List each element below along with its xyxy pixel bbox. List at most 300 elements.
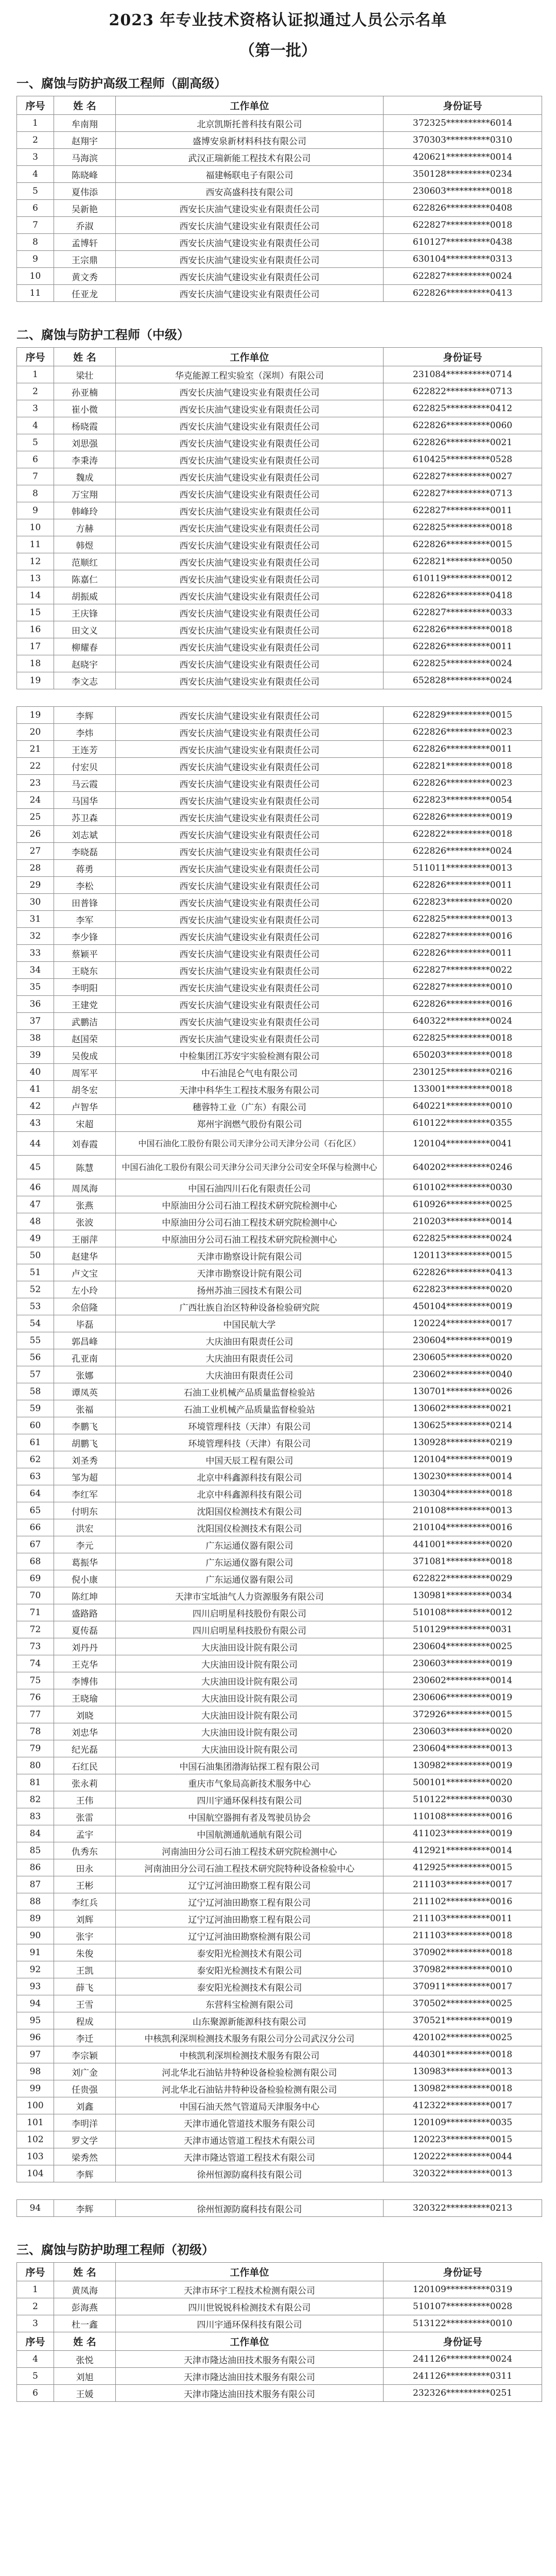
- cell-name: 张福: [54, 1400, 116, 1417]
- cell-no: 1: [17, 115, 54, 132]
- cell-org: 西安长庆油气建设实业有限责任公司: [116, 268, 384, 285]
- cell-id: 510122**********0030: [384, 1791, 542, 1808]
- cell-id: 622822**********0029: [384, 1570, 542, 1587]
- table-row: [17, 1587, 542, 1604]
- cell-org: 中国石油化工股份有限公司天津分公司天津分公司（石化区）: [116, 1132, 384, 1156]
- cell-no: 59: [17, 1400, 54, 1417]
- column-header-id: 身份证号: [384, 96, 542, 115]
- cell-id: 622826**********0060: [384, 417, 542, 434]
- table-row: [17, 638, 542, 655]
- cell-id: 622826**********0015: [384, 536, 542, 553]
- cell-org: 大庆油田有限责任公司: [116, 1332, 384, 1349]
- cell-no: 65: [17, 1502, 54, 1519]
- cell-no: 84: [17, 1825, 54, 1842]
- cell-org: 泰安阳光检测技术有限公司: [116, 1944, 384, 1961]
- cell-no: 28: [17, 860, 54, 877]
- cell-no: 76: [17, 1689, 54, 1706]
- cell-name: 邹为超: [54, 1468, 116, 1485]
- table-row: [17, 1451, 542, 1468]
- cell-id: 371081**********0018: [384, 1553, 542, 1570]
- cell-name: 李军: [54, 911, 116, 928]
- table-row: [17, 655, 542, 672]
- table-header-row: [17, 96, 542, 115]
- cell-name: 武鹏洁: [54, 1013, 116, 1030]
- table-row: [17, 2315, 542, 2332]
- table-header-row: [17, 348, 542, 366]
- cell-name: 马国华: [54, 792, 116, 809]
- cell-no: 54: [17, 1315, 54, 1332]
- cell-name: 万宝翔: [54, 485, 116, 502]
- cell-name: 蔡颖平: [54, 945, 116, 962]
- cell-id: 231084**********0714: [384, 366, 542, 383]
- cell-no: 43: [17, 1115, 54, 1132]
- table-row: [17, 1825, 542, 1842]
- cell-id: 211103**********0017: [384, 1876, 542, 1893]
- cell-id: 510107**********0028: [384, 2298, 542, 2315]
- table-row: [17, 1757, 542, 1774]
- cell-id: 230603**********0020: [384, 1723, 542, 1740]
- cell-name: 梁秀然: [54, 2148, 116, 2165]
- table-row: [17, 1570, 542, 1587]
- cell-name: 李炜: [54, 724, 116, 741]
- cell-id: 230606**********0019: [384, 1689, 542, 1706]
- table-row: [17, 962, 542, 979]
- cell-id: 510129**********0031: [384, 1621, 542, 1638]
- cell-org: 中国石油化工股份有限公司天津分公司天津分公司安全环保与检测中心: [116, 1156, 384, 1179]
- cell-no: 12: [17, 553, 54, 570]
- cell-name: 纪光磊: [54, 1740, 116, 1757]
- cell-org: 大庆油田设计院有限公司: [116, 1655, 384, 1672]
- table-row: [17, 2298, 542, 2315]
- cell-no: 50: [17, 1247, 54, 1264]
- cell-no: 66: [17, 1519, 54, 1536]
- cell-org: 西安长庆油气建设实业有限责任公司: [116, 468, 384, 485]
- table-row: [17, 1536, 542, 1553]
- cell-org: 广西壮族自治区特种设备检验研究院: [116, 1298, 384, 1315]
- cell-name: 牟南翔: [54, 115, 116, 132]
- cell-id: 130982**********0018: [384, 2080, 542, 2097]
- cell-id: 372325**********6014: [384, 115, 542, 132]
- cell-org: 天津市通达管道工程技术有限公司: [116, 2131, 384, 2148]
- cell-name: 韩煜: [54, 536, 116, 553]
- cell-name: 付明东: [54, 1502, 116, 1519]
- cell-id: 370982**********0010: [384, 1961, 542, 1978]
- cell-org: 大庆油田设计院有限公司: [116, 1638, 384, 1655]
- cell-id: 350128**********0234: [384, 166, 542, 183]
- cell-org: 西安长庆油气建设实业有限责任公司: [116, 707, 384, 724]
- cell-name: 王伟: [54, 1791, 116, 1808]
- cell-org: 西安长庆油气建设实业有限责任公司: [116, 285, 384, 302]
- table-row: [17, 1383, 542, 1400]
- table-row: [17, 1349, 542, 1366]
- cell-no: 61: [17, 1434, 54, 1451]
- cell-name: 李博伟: [54, 1672, 116, 1689]
- table-row: [17, 434, 542, 451]
- cell-id: 640202**********0246: [384, 1156, 542, 1179]
- table-row: [17, 911, 542, 928]
- cell-org: 天津市隆达油田技术服务有限公司: [116, 2385, 384, 2402]
- table-row: [17, 1604, 542, 1621]
- cell-name: 程成: [54, 2012, 116, 2029]
- cell-no: 10: [17, 519, 54, 536]
- cell-org: 福建畅联电子有限公司: [116, 166, 384, 183]
- table-row: [17, 1995, 542, 2012]
- cell-no: 92: [17, 1961, 54, 1978]
- cell-name: 田普锋: [54, 894, 116, 911]
- table-row: [17, 149, 542, 166]
- cell-id: 211102**********0016: [384, 1893, 542, 1910]
- cell-name: 王晓瑜: [54, 1689, 116, 1706]
- cell-no: 4: [17, 417, 54, 434]
- cell-id: 622826**********0019: [384, 809, 542, 826]
- cell-org: 穗蓉特工业（广东）有限公司: [116, 1098, 384, 1115]
- cell-id: 230604**********0013: [384, 1740, 542, 1757]
- column-header-org: 工作单位: [116, 348, 384, 366]
- table-row: [17, 2046, 542, 2063]
- cell-name: 刘思强: [54, 434, 116, 451]
- cell-org: 中石油昆仑气电有限公司: [116, 1064, 384, 1081]
- cell-no: 2: [17, 2298, 54, 2315]
- cell-id: 500101**********0020: [384, 1774, 542, 1791]
- cell-no: 70: [17, 1587, 54, 1604]
- cell-id: 610926**********0025: [384, 1196, 542, 1213]
- cell-name: 李晓磊: [54, 843, 116, 860]
- cell-no: 9: [17, 251, 54, 268]
- cell-no: 64: [17, 1485, 54, 1502]
- cell-org: 北京中科鑫源科技有限公司: [116, 1485, 384, 1502]
- cell-id: 610425**********0528: [384, 451, 542, 468]
- cell-name: 张永莉: [54, 1774, 116, 1791]
- cell-name: 仇秀东: [54, 1842, 116, 1859]
- column-header-name: 姓 名: [54, 96, 116, 115]
- cell-org: 环境管理科技（天津）有限公司: [116, 1417, 384, 1434]
- cell-name: 刘志斌: [54, 826, 116, 843]
- cell-no: 1: [17, 2281, 54, 2298]
- cell-id: 622823**********0020: [384, 1281, 542, 1298]
- cell-no: 13: [17, 570, 54, 587]
- cell-id: 622826**********0023: [384, 775, 542, 792]
- cell-org: 西安长庆油气建设实业有限责任公司: [116, 1030, 384, 1047]
- table-row: [17, 1519, 542, 1536]
- cell-id: 411023**********0019: [384, 1825, 542, 1842]
- cell-org: 西安长庆油气建设实业有限责任公司: [116, 945, 384, 962]
- cell-no: 41: [17, 1081, 54, 1098]
- cell-name: 杨晓霞: [54, 417, 116, 434]
- cell-name: 余倍隆: [54, 1298, 116, 1315]
- cell-org: 西安长庆油气建设实业有限责任公司: [116, 485, 384, 502]
- table-row: [17, 1315, 542, 1332]
- cell-org: 中原油田分公司石油工程技术研究院检测中心: [116, 1213, 384, 1230]
- cell-id: 622826**********0011: [384, 877, 542, 894]
- cell-no: 16: [17, 621, 54, 638]
- cell-name: 崔小微: [54, 400, 116, 417]
- cell-id: 622823**********0054: [384, 792, 542, 809]
- cell-no: 104: [17, 2165, 54, 2182]
- cell-id: 622822**********0018: [384, 826, 542, 843]
- roster-table: [16, 347, 542, 2217]
- cell-no: 47: [17, 1196, 54, 1213]
- cell-no: 30: [17, 894, 54, 911]
- cell-org: 东营科宝检测有限公司: [116, 1995, 384, 2012]
- table-row: [17, 2114, 542, 2131]
- cell-id: 230125**********0216: [384, 1064, 542, 1081]
- cell-org: 中核凯利深圳检测技术服务有限公司分公司武汉分公司: [116, 2029, 384, 2046]
- cell-id: 370902**********0018: [384, 1944, 542, 1961]
- cell-name: 李明阳: [54, 979, 116, 996]
- cell-name: 石红民: [54, 1757, 116, 1774]
- cell-org: 大庆油田有限责任公司: [116, 1366, 384, 1383]
- page-break-gap: [17, 2182, 542, 2200]
- column-header-name: 姓 名: [54, 2332, 116, 2351]
- cell-name: 王庆锋: [54, 604, 116, 621]
- cell-org: 西安长庆油气建设实业有限责任公司: [116, 536, 384, 553]
- table-row: [17, 1740, 542, 1757]
- table-row: [17, 724, 542, 741]
- cell-name: 刘丹丹: [54, 1638, 116, 1655]
- table-row: [17, 502, 542, 519]
- section-heading: 二、腐蚀与防护工程师（中级）: [16, 327, 189, 342]
- cell-org: 西安长庆油气建设实业有限责任公司: [116, 434, 384, 451]
- roster-table: [16, 2262, 542, 2402]
- gap-cell: [17, 2182, 542, 2200]
- cell-no: 31: [17, 911, 54, 928]
- column-header-id: 身份证号: [384, 2263, 542, 2281]
- cell-org: 西安长庆油气建设实业有限责任公司: [116, 604, 384, 621]
- table-row: [17, 587, 542, 604]
- table-row: [17, 1081, 542, 1098]
- table-row: [17, 809, 542, 826]
- cell-id: 120113**********0015: [384, 1247, 542, 1264]
- cell-id: 630104**********0313: [384, 251, 542, 268]
- cell-id: 320322**********0213: [384, 2200, 542, 2217]
- cell-name: 吴俊成: [54, 1047, 116, 1064]
- table-row: [17, 826, 542, 843]
- cell-no: 29: [17, 877, 54, 894]
- table-row: [17, 115, 542, 132]
- table-row: [17, 758, 542, 775]
- cell-no: 78: [17, 1723, 54, 1740]
- cell-id: 133001**********0018: [384, 1081, 542, 1098]
- cell-name: 王晓东: [54, 962, 116, 979]
- table-row: [17, 570, 542, 587]
- cell-name: 王媛: [54, 2385, 116, 2402]
- cell-no: 85: [17, 1842, 54, 1859]
- cell-name: 陈红坤: [54, 1587, 116, 1604]
- cell-name: 薛飞: [54, 1978, 116, 1995]
- cell-org: 中国石油天然气管道局天津服务中心: [116, 2097, 384, 2114]
- cell-id: 210108**********0013: [384, 1502, 542, 1519]
- column-header-org: 工作单位: [116, 96, 384, 115]
- cell-name: 刘圣秀: [54, 1451, 116, 1468]
- cell-id: 622825**********0412: [384, 400, 542, 417]
- cell-org: 西安长庆油气建设实业有限责任公司: [116, 587, 384, 604]
- cell-no: 94: [17, 2200, 54, 2217]
- table-row: [17, 707, 542, 724]
- cell-name: 胡鹏飞: [54, 1434, 116, 1451]
- cell-id: 610102**********0030: [384, 1179, 542, 1196]
- cell-name: 谭凤英: [54, 1383, 116, 1400]
- cell-no: 34: [17, 962, 54, 979]
- cell-id: 230603**********0018: [384, 183, 542, 200]
- cell-no: 5: [17, 434, 54, 451]
- cell-org: 西安长庆油气建设实业有限责任公司: [116, 621, 384, 638]
- cell-org: 中核凯利深圳检测技术服务有限公司: [116, 2046, 384, 2063]
- cell-id: 622827**********0024: [384, 268, 542, 285]
- cell-name: 任贵强: [54, 2080, 116, 2097]
- table-row: [17, 400, 542, 417]
- table-row: [17, 132, 542, 149]
- cell-no: 2: [17, 383, 54, 400]
- cell-name: 魏成: [54, 468, 116, 485]
- cell-id: 110108**********0016: [384, 1808, 542, 1825]
- cell-id: 622826**********0011: [384, 945, 542, 962]
- cell-id: 622826**********0018: [384, 621, 542, 638]
- cell-name: 李迁: [54, 2029, 116, 2046]
- cell-no: 81: [17, 1774, 54, 1791]
- cell-name: 任亚龙: [54, 285, 116, 302]
- cell-name: 李红兵: [54, 1893, 116, 1910]
- cell-no: 58: [17, 1383, 54, 1400]
- cell-name: 孔亚南: [54, 1349, 116, 1366]
- cell-name: 张波: [54, 1213, 116, 1230]
- cell-org: 西安长庆油气建设实业有限责任公司: [116, 826, 384, 843]
- cell-id: 440301**********0018: [384, 2046, 542, 2063]
- cell-id: 120222**********0044: [384, 2148, 542, 2165]
- cell-no: 15: [17, 604, 54, 621]
- cell-org: 西安长庆油气建设实业有限责任公司: [116, 979, 384, 996]
- cell-no: 101: [17, 2114, 54, 2131]
- cell-org: 天津市勘察设计院有限公司: [116, 1247, 384, 1264]
- cell-id: 120223**********0015: [384, 2131, 542, 2148]
- cell-org: 大庆油田设计院有限公司: [116, 1689, 384, 1706]
- cell-org: 中国天辰工程有限公司: [116, 1451, 384, 1468]
- cell-id: 622825**********0024: [384, 655, 542, 672]
- cell-name: 洪宏: [54, 1519, 116, 1536]
- column-header-id: 身份证号: [384, 348, 542, 366]
- cell-id: 241126**********0024: [384, 2351, 542, 2368]
- cell-name: 葛振华: [54, 1553, 116, 1570]
- table-row: [17, 1417, 542, 1434]
- cell-no: 68: [17, 1553, 54, 1570]
- table-row: [17, 1400, 542, 1417]
- cell-name: 李明洋: [54, 2114, 116, 2131]
- cell-org: 徐州恒源防腐科技有限公司: [116, 2165, 384, 2182]
- cell-org: 西安长庆油气建设实业有限责任公司: [116, 400, 384, 417]
- cell-name: 杜一鑫: [54, 2315, 116, 2332]
- cell-no: 23: [17, 775, 54, 792]
- cell-id: 622825**********0018: [384, 519, 542, 536]
- cell-id: 211103**********0011: [384, 1910, 542, 1927]
- cell-no: 86: [17, 1859, 54, 1876]
- table-row: [17, 1064, 542, 1081]
- cell-name: 张雷: [54, 1808, 116, 1825]
- cell-id: 370521**********0019: [384, 2012, 542, 2029]
- cell-org: 重庆市气象局高新技术服务中心: [116, 1774, 384, 1791]
- cell-id: 622827**********0018: [384, 217, 542, 234]
- table-row: [17, 1961, 542, 1978]
- cell-name: 柳耀春: [54, 638, 116, 655]
- cell-no: 20: [17, 724, 54, 741]
- cell-no: 79: [17, 1740, 54, 1757]
- cell-no: 22: [17, 758, 54, 775]
- cell-org: 西安长庆油气建设实业有限责任公司: [116, 792, 384, 809]
- cell-name: 毕磊: [54, 1315, 116, 1332]
- table-row: [17, 1264, 542, 1281]
- cell-no: 17: [17, 638, 54, 655]
- cell-id: 650203**********0018: [384, 1047, 542, 1064]
- table-row: [17, 1047, 542, 1064]
- table-row: [17, 366, 542, 383]
- cell-id: 230605**********0020: [384, 1349, 542, 1366]
- cell-name: 方赫: [54, 519, 116, 536]
- cell-org: 广东运通仪器有限公司: [116, 1536, 384, 1553]
- cell-name: 刘忠华: [54, 1723, 116, 1740]
- cell-name: 周军平: [54, 1064, 116, 1081]
- cell-no: 37: [17, 1013, 54, 1030]
- cell-id: 513122**********0010: [384, 2315, 542, 2332]
- cell-org: 山东聚源新能源科技有限公司: [116, 2012, 384, 2029]
- table-row: [17, 2281, 542, 2298]
- cell-org: 天津市通化管道技术服务有限公司: [116, 2114, 384, 2131]
- cell-name: 王宗鼎: [54, 251, 116, 268]
- cell-name: 王雪: [54, 1995, 116, 2012]
- table-row: [17, 553, 542, 570]
- cell-no: 87: [17, 1876, 54, 1893]
- table-row: [17, 2080, 542, 2097]
- cell-id: 622827**********0027: [384, 468, 542, 485]
- section-spacer: [0, 2217, 556, 2238]
- table-row: [17, 741, 542, 758]
- cell-org: 西安长庆油气建设实业有限责任公司: [116, 894, 384, 911]
- cell-no: 98: [17, 2063, 54, 2080]
- cell-org: 天津市环宇工程技术检测有限公司: [116, 2281, 384, 2298]
- table-row: [17, 945, 542, 962]
- table-row: [17, 1927, 542, 1944]
- cell-name: 赵国荣: [54, 1030, 116, 1047]
- cell-id: 230604**********0019: [384, 1332, 542, 1349]
- cell-id: 130625**********0214: [384, 1417, 542, 1434]
- cell-no: 6: [17, 2385, 54, 2402]
- cell-no: 35: [17, 979, 54, 996]
- cell-id: 120109**********0035: [384, 2114, 542, 2131]
- cell-name: 赵建华: [54, 1247, 116, 1264]
- table-row: [17, 604, 542, 621]
- cell-name: 李辉: [54, 2200, 116, 2217]
- table-row: [17, 1468, 542, 1485]
- table-row: [17, 1944, 542, 1961]
- cell-id: 622827**********0713: [384, 485, 542, 502]
- table-header-row: [17, 2332, 542, 2351]
- cell-id: 241126**********0311: [384, 2368, 542, 2385]
- cell-org: 四川宇通环保科技有限公司: [116, 2315, 384, 2332]
- table-row: [17, 417, 542, 434]
- gap-cell: [17, 689, 542, 707]
- cell-id: 420102**********0025: [384, 2029, 542, 2046]
- table-row: [17, 928, 542, 945]
- table-row: [17, 485, 542, 502]
- table-row: [17, 1842, 542, 1859]
- column-header-no: 序号: [17, 348, 54, 366]
- cell-id: 230602**********0040: [384, 1366, 542, 1383]
- cell-id: 622826**********0413: [384, 285, 542, 302]
- cell-name: 张宇: [54, 1927, 116, 1944]
- cell-org: 中国航空器拥有者及驾驶员协会: [116, 1808, 384, 1825]
- cell-org: 郑州宇润燃气股份有限公司: [116, 1115, 384, 1132]
- cell-name: 陈嘉仁: [54, 570, 116, 587]
- table-row: [17, 1332, 542, 1349]
- cell-org: 辽宁辽河油田勘察工程有限公司: [116, 1893, 384, 1910]
- cell-name: 陈晓峰: [54, 166, 116, 183]
